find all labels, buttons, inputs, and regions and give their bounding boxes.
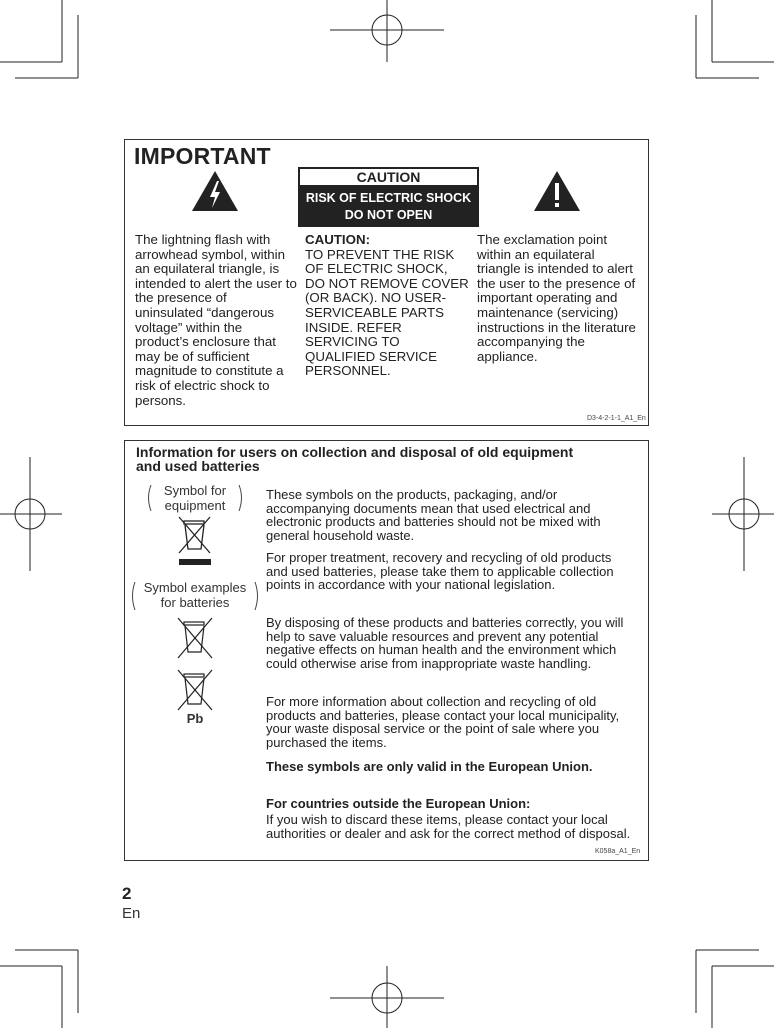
important-section	[124, 139, 649, 426]
exclamation-description: The exclamation point within an equilateral triangle is intended to alert the user to the presence of important operating and maintenance (servicing) instructions in the literature accompanying the appliance.	[477, 232, 636, 364]
symbol-equipment-caption: Symbol for equipment	[163, 483, 227, 513]
crossed-bin-battery-pb-icon	[175, 668, 215, 712]
caution-bar-line1: RISK OF ELECTRIC SHOCK	[305, 191, 472, 205]
disposal-section	[124, 440, 649, 861]
caution-bar-line2: DO NOT OPEN	[344, 208, 433, 222]
disposal-non-eu-heading: For countries outside the European Union:	[266, 796, 531, 811]
disposal-title: Information for users on collection and disposal of old equipment and used batteries	[136, 444, 574, 474]
exclamation-triangle-icon	[533, 170, 581, 212]
symbol-batteries-caption: Symbol examples for batteries	[143, 580, 247, 610]
lightning-triangle-icon	[191, 170, 239, 212]
disposal-paragraph-1: These symbols on the products, packaging, and/or accompanying documents mean that used electrical and electronic products and batteries should not be mixed with general household waste.	[266, 487, 601, 543]
disposal-eu-notice: These symbols are only valid in the European Union.	[266, 759, 593, 774]
disposal-code: K058a_A1_En	[595, 848, 641, 855]
important-code: D3-4-2-1-1_A1_En	[587, 415, 646, 422]
disposal-paragraph-4: For more information about collection and recycling of old products and batteries, please contact your local municipality, your waste disposal service or the point of sale where you purchased the items.	[266, 694, 620, 750]
caution-warning-bar	[298, 187, 479, 227]
caution-text: TO PREVENT THE RISK OF ELECTRIC SHOCK, DO NOT REMOVE COVER (OR BACK). NO USER-SERVICEABLE PARTS INSIDE. REFER SERVICING TO QUALIFIED SERVICE PERSONNEL.	[305, 246, 469, 379]
page-number: 2	[122, 884, 132, 903]
pb-label: Pb	[186, 711, 204, 726]
disposal-paragraph-2: For proper treatment, recovery and recycling of old products and used batteries, please take them to applicable collection points in accordance with your national legislation.	[266, 550, 614, 593]
page-language: En	[122, 905, 141, 922]
crossed-bin-battery-icon	[175, 616, 215, 660]
caution-text-block	[305, 233, 471, 379]
lightning-description: The lightning flash with arrowhead symbol, within an equilateral triangle, is intended to alert the user to the presence of uninsulated “dangerous voltage” within the product’s enclosure that may be of sufficient magnitude to constitute a risk of electric shock to persons.	[135, 232, 297, 408]
disposal-paragraph-3: By disposing of these products and batteries correctly, you will help to save valuable resources and prevent any potential negative effects on human health and the environment which could otherwise arise from inappropriate waste handling.	[266, 615, 624, 671]
crossed-bin-equipment-icon	[177, 515, 213, 567]
disposal-non-eu-text: If you wish to discard these items, please contact your local authorities or dealer and ask for the correct method of disposal.	[266, 812, 631, 841]
caution-label: CAUTION	[298, 167, 479, 187]
important-title: IMPORTANT	[134, 143, 271, 169]
caution-heading: CAUTION:	[305, 232, 370, 247]
